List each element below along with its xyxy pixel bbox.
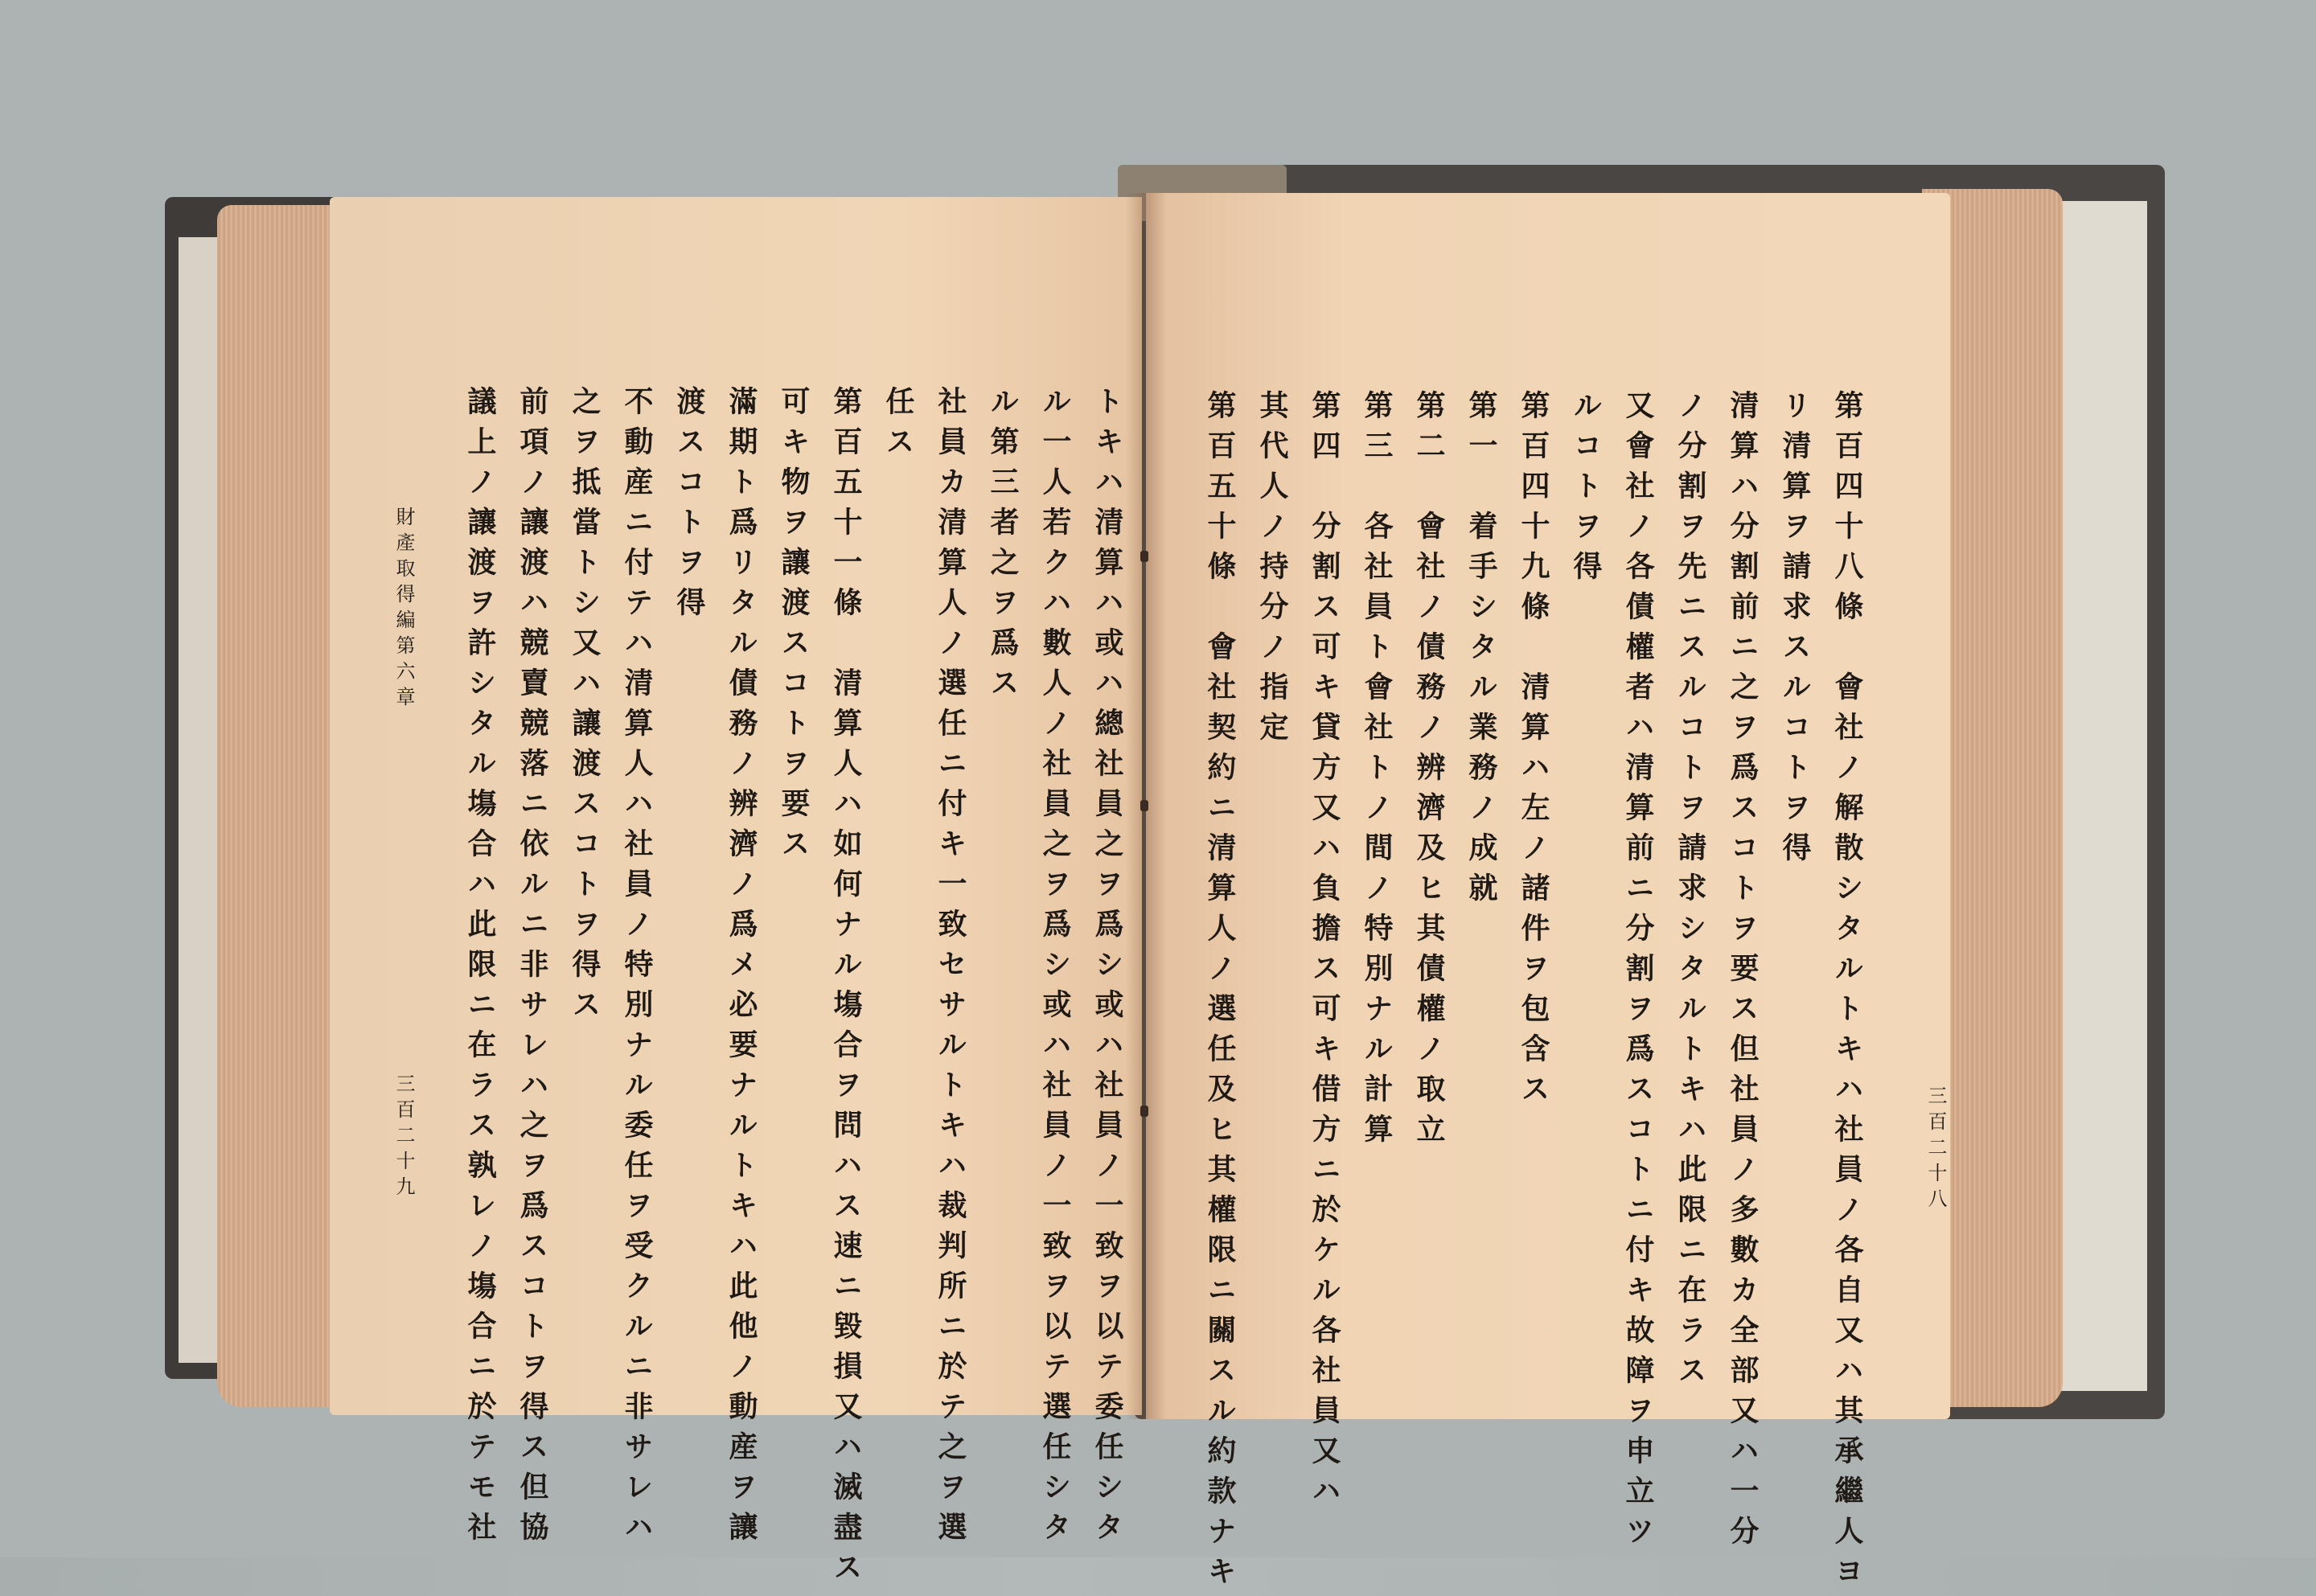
right-col-4: ノ分割ヲ先ニスルコトヲ請求シタルトキハ此限ニ在ラス: [1673, 390, 1707, 1395]
right-endpaper: [2059, 201, 2147, 1391]
left-col-8: 滿期ト爲リタル債務ノ辨濟ノ爲メ必要ナルトキハ此他ノ動産ヲ讓: [725, 386, 758, 1552]
right-col-11: 第四 分割ス可キ貸方又ハ負擔ス可キ借方ニ於ケル各社員又ハ: [1308, 390, 1341, 1516]
left-col-4: 社員カ清算人ノ選任ニ付キ一致セサルトキハ裁判所ニ於テ之ヲ選: [934, 386, 967, 1552]
right-col-3: 清算ハ分割前ニ之ヲ爲スコトヲ要ス但社員ノ多數カ全部又ハ一分: [1726, 390, 1760, 1556]
left-col-7: 可キ物ヲ讓渡スコトヲ要ス: [777, 386, 811, 868]
right-col-9: 第二 會社ノ債務ノ辨濟及ヒ其債權ノ取立: [1412, 390, 1446, 1154]
left-page: [330, 197, 1142, 1592]
left-col-5: 任ス: [881, 386, 915, 466]
right-col-8: 第一 着手シタル業務ノ成就: [1464, 390, 1498, 913]
binding-stitch-3: [1140, 1106, 1148, 1117]
left-page-number: 三百二十九: [392, 1073, 415, 1202]
left-col-11: 之ヲ抵當トシ又ハ讓渡スコトヲ得ス: [568, 386, 602, 1029]
right-col-10: 第三 各社員ト會社トノ間ノ特別ナル計算: [1360, 390, 1394, 1154]
binding-stitch-2: [1140, 800, 1148, 811]
right-page-number: 三百二十八: [1924, 1085, 1947, 1214]
right-col-13: 第百五十條 會社契約ニ清算人ノ選任及ヒ其權限ニ關スル約款ナキ: [1203, 390, 1237, 1596]
right-col-7: 第百四十九條 清算ハ左ノ諸件ヲ包含ス: [1517, 390, 1550, 1114]
binding-stitch-1: [1140, 551, 1148, 562]
right-col-12: 其代人ノ持分ノ指定: [1255, 390, 1289, 752]
running-head: 財產取得編第六章: [392, 507, 415, 712]
right-col-1: 第百四十八條 會社ノ解散シタルトキハ社員ノ各自又ハ其承繼人ヨ: [1830, 390, 1864, 1596]
right-col-2: リ清算ヲ請求スルコトヲ得: [1778, 390, 1812, 872]
left-col-6: 第百五十一條 清算人ハ如何ナル塲合ヲ問ハス速ニ毀損又ハ滅盡ス: [829, 386, 863, 1592]
left-col-3: ル第三者之ヲ爲ス: [986, 386, 1020, 708]
right-page: [1146, 193, 1950, 1596]
left-col-12: 前項ノ讓渡ハ競賣競落ニ依ルニ非サレハ之ヲ爲スコトヲ得ス但協: [515, 386, 549, 1552]
left-col-13: 議上ノ讓渡ヲ許シタル塲合ハ此限ニ在ラス孰レノ塲合ニ於テモ社: [463, 386, 497, 1552]
left-col-9: 渡スコトヲ得: [672, 386, 706, 627]
right-col-6: ルコトヲ得: [1569, 390, 1603, 591]
left-col-2: ル一人若クハ數人ノ社員之ヲ爲シ或ハ社員ノ一致ヲ以テ選任シタ: [1038, 386, 1072, 1552]
right-col-5: 又會社ノ各債權者ハ清算前ニ分割ヲ爲スコトニ付キ故障ヲ申立ツ: [1621, 390, 1655, 1556]
left-col-10: 不動産ニ付テハ清算人ハ社員ノ特別ナル委任ヲ受クルニ非サレハ: [620, 386, 654, 1552]
left-col-1: トキハ清算ハ或ハ總社員之ヲ爲シ或ハ社員ノ一致ヲ以テ委任シタ: [1090, 386, 1124, 1552]
